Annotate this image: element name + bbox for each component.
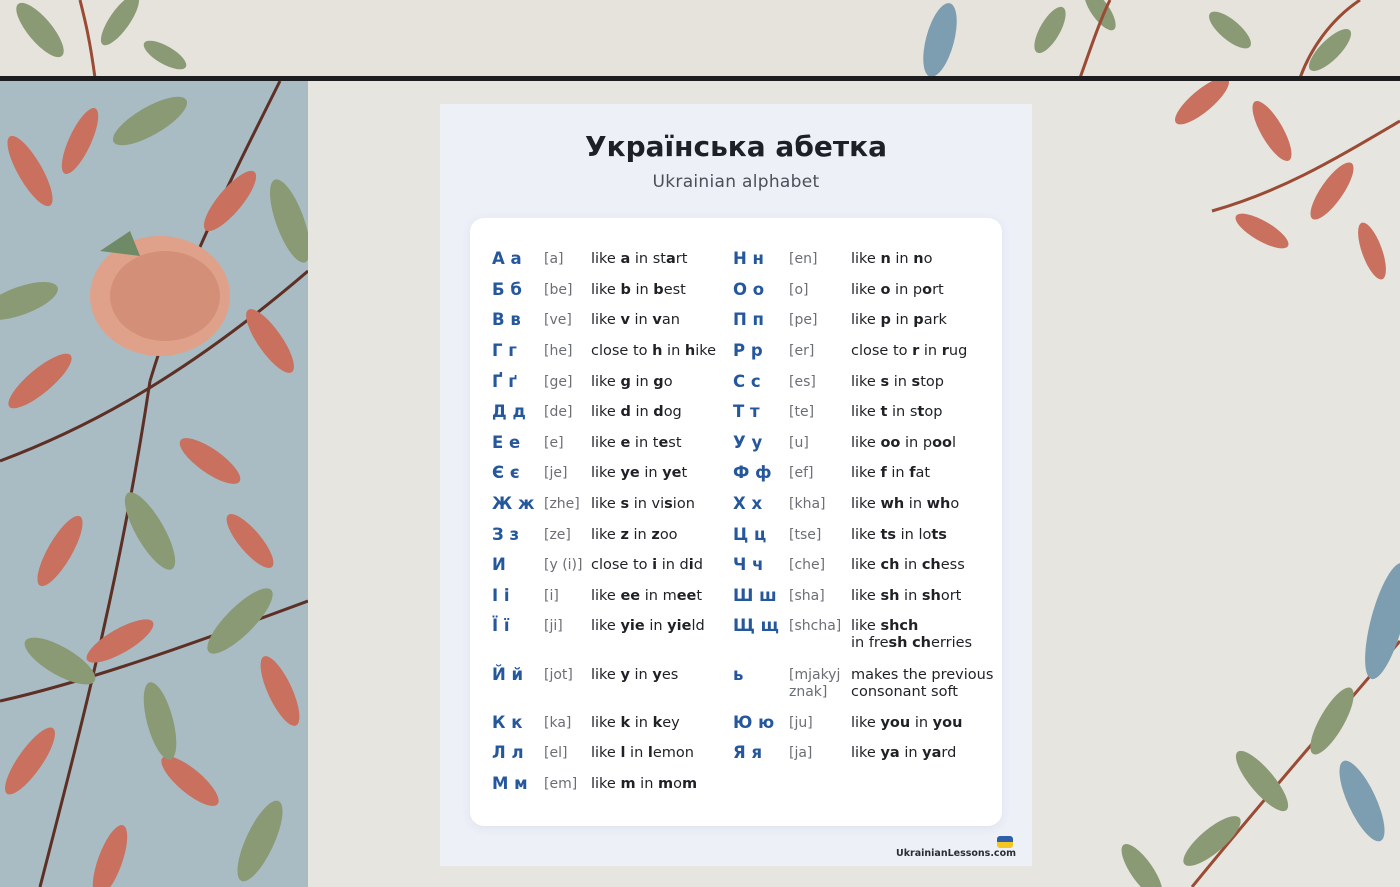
letter: Х х [733, 494, 763, 513]
transcription: [mjakyj [789, 667, 841, 683]
pronunciation-hint: like m in mom [591, 776, 698, 792]
transcription: [el] [544, 745, 568, 761]
pronunciation-hint: like wh in who [851, 496, 960, 512]
letter: Б б [492, 280, 522, 299]
card-title: Українська абетка [585, 130, 887, 163]
pronunciation-hint: like s in vision [591, 496, 695, 512]
letter: И [492, 555, 506, 574]
transcription: [tse] [789, 527, 822, 543]
transcription: [be] [544, 282, 573, 298]
transcription: [es] [789, 374, 816, 390]
pronunciation-hint: like you in you [851, 715, 963, 731]
pronunciation-hint: consonant soft [851, 684, 958, 700]
transcription: [shcha] [789, 618, 842, 634]
transcription: [zhe] [544, 496, 580, 512]
transcription: [en] [789, 251, 818, 267]
letter: Т т [733, 402, 760, 421]
flower [90, 231, 230, 356]
pronunciation-hint: like e in test [591, 435, 682, 451]
letter: Й й [492, 665, 524, 684]
letter: Ж ж [492, 494, 535, 513]
letter: Л л [492, 743, 524, 762]
transcription: [ka] [544, 715, 572, 731]
letter: Н н [733, 249, 764, 268]
letter: Ч ч [733, 555, 764, 574]
floral-pattern-left [0, 81, 308, 887]
floral-pattern-right [1032, 81, 1400, 887]
letter: Щ щ [733, 616, 779, 635]
top-floral-banner [0, 0, 1400, 78]
pronunciation-hint: like d in dog [591, 404, 682, 420]
transcription: [i] [544, 588, 559, 604]
letter: З з [492, 525, 520, 544]
transcription: [er] [789, 343, 815, 359]
transcription: [a] [544, 251, 564, 267]
letter: Д д [492, 402, 526, 421]
transcription: znak] [789, 684, 828, 700]
site-logo-text: UkrainianLessons.com [896, 848, 1016, 859]
letter: Р р [733, 341, 763, 360]
transcription: [e] [544, 435, 564, 451]
transcription: [sha] [789, 588, 825, 604]
letter: Є є [492, 463, 520, 482]
pronunciation-hint: close to i in did [591, 557, 703, 573]
alphabet-card [440, 104, 1032, 866]
transcription: [kha] [789, 496, 826, 512]
letter: М м [492, 774, 528, 793]
transcription: [ji] [544, 618, 563, 634]
pronunciation-hint: like y in yes [591, 667, 679, 683]
letter: Ю ю [733, 713, 775, 732]
transcription: [jot] [544, 667, 573, 683]
letter: Ф ф [733, 463, 772, 482]
pronunciation-hint: like oo in pool [851, 435, 957, 451]
pronunciation-hint: like yie in yield [591, 618, 705, 634]
letter: Ц ц [733, 525, 767, 544]
pronunciation-hint: like ee in meet [591, 588, 703, 604]
transcription: [te] [789, 404, 815, 420]
pronunciation-hint: like ya in yard [851, 745, 957, 761]
transcription: [u] [789, 435, 809, 451]
pronunciation-hint: like shch [851, 618, 919, 634]
transcription: [ef] [789, 465, 814, 481]
card-subtitle: Ukrainian alphabet [652, 172, 820, 192]
pronunciation-hint: like ye in yet [591, 465, 688, 481]
ukraine-flag-icon [997, 836, 1013, 848]
pronunciation-hint: close to h in hike [591, 343, 717, 359]
letter: С с [733, 372, 761, 391]
letter: К к [492, 713, 523, 732]
transcription: [ge] [544, 374, 573, 390]
letter: О о [733, 280, 765, 299]
pronunciation-hint: like ts in lots [851, 527, 947, 543]
letter: Ї ї [492, 616, 510, 635]
pronunciation-hint: like b in best [591, 282, 686, 298]
transcription: [ja] [789, 745, 813, 761]
transcription: [de] [544, 404, 573, 420]
pronunciation-hint: like k in key [591, 715, 680, 731]
transcription: [ju] [789, 715, 813, 731]
letter: Ш ш [733, 586, 777, 605]
pronunciation-hint: like s in stop [851, 374, 944, 390]
left-floral-panel [0, 81, 308, 887]
pronunciation-hint: like a in start [591, 251, 688, 267]
transcription: [y (i)] [544, 557, 583, 573]
transcription: [che] [789, 557, 826, 573]
letter: ь [733, 665, 744, 684]
pronunciation-hint: like o in port [851, 282, 944, 298]
pronunciation-hint: like n in no [851, 251, 933, 267]
letter: У у [733, 433, 763, 452]
transcription: [ze] [544, 527, 571, 543]
letter: В в [492, 310, 521, 329]
pronunciation-hint: like v in van [591, 312, 680, 328]
letter: Г г [492, 341, 517, 360]
transcription: [pe] [789, 312, 818, 328]
pronunciation-hint: like l in lemon [591, 745, 694, 761]
transcription: [he] [544, 343, 573, 359]
pronunciation-hint: close to r in rug [851, 343, 968, 359]
floral-pattern-top [0, 0, 1400, 78]
letter: Ґ ґ [492, 372, 517, 391]
transcription: [o] [789, 282, 809, 298]
pronunciation-hint: like sh in short [851, 588, 962, 604]
letter: П п [733, 310, 764, 329]
transcription: [je] [544, 465, 568, 481]
letter: І і [492, 586, 510, 605]
pronunciation-hint: like f in fat [851, 465, 931, 481]
transcription: [em] [544, 776, 578, 792]
pronunciation-hint: like t in stop [851, 404, 943, 420]
pronunciation-hint: like g in go [591, 374, 673, 390]
letter: А а [492, 249, 522, 268]
pronunciation-hint: like ch in chess [851, 557, 965, 573]
pronunciation-hint: makes the previous [851, 667, 994, 683]
pronunciation-hint: in fresh cherries [851, 635, 973, 651]
letter: Я я [733, 743, 763, 762]
alphabet-table [470, 218, 1002, 826]
letter: Е е [492, 433, 521, 452]
right-floral-decoration [1032, 81, 1400, 887]
pronunciation-hint: like z in zoo [591, 527, 678, 543]
transcription: [ve] [544, 312, 572, 328]
pronunciation-hint: like p in park [851, 312, 947, 328]
